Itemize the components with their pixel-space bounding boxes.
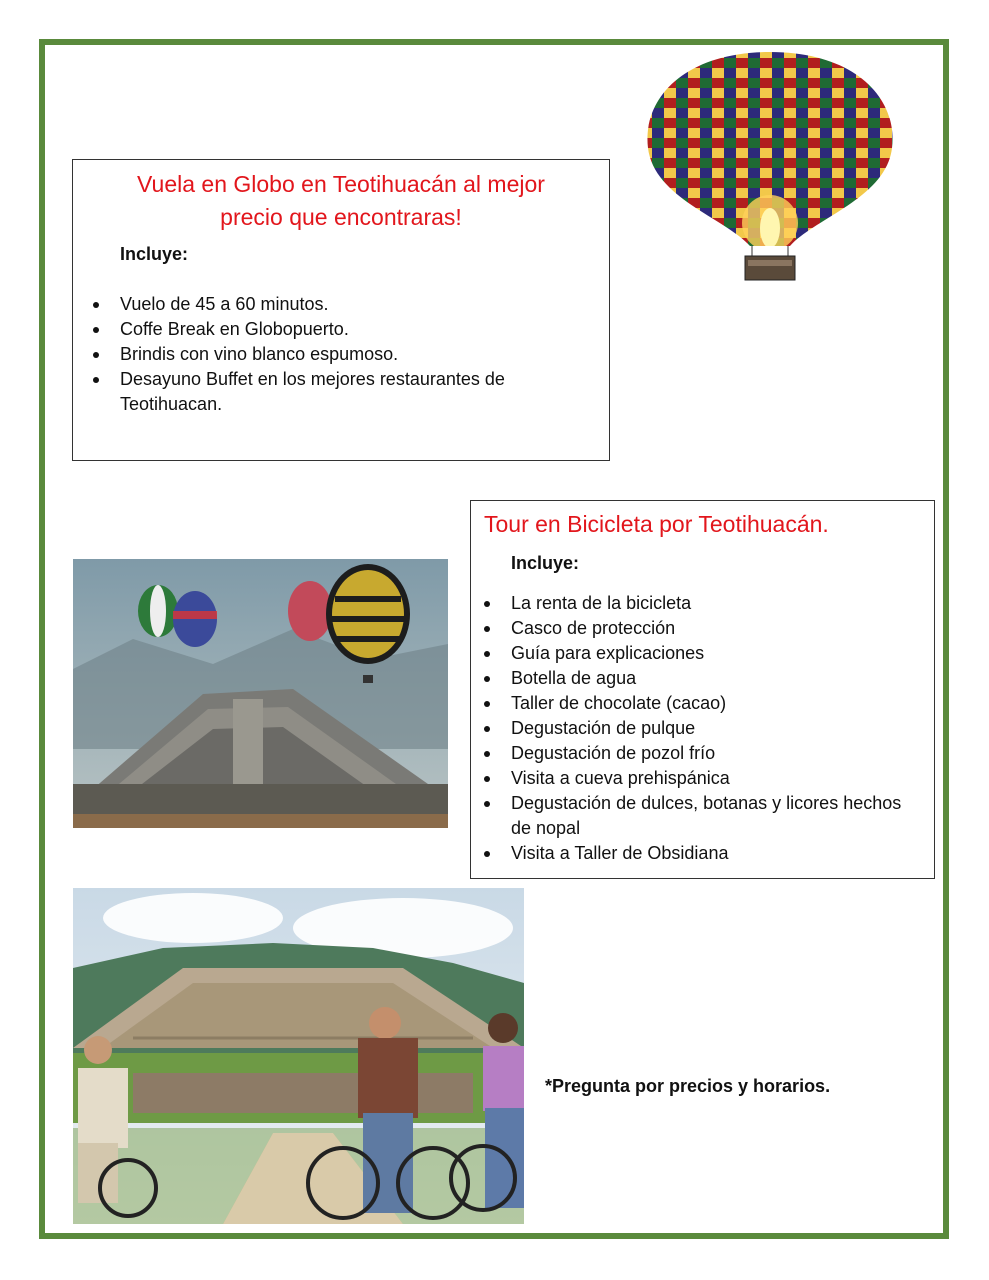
list-item: Taller de chocolate (cacao) (511, 691, 911, 716)
balloon-includes-label: Incluye: (120, 244, 189, 264)
list-item: La renta de la bicicleta (511, 591, 911, 616)
cyclists-pyramid-photo (73, 888, 524, 1224)
balloon-tour-title: Vuela en Globo en Teotihuacán al mejor precio que encontraras! (137, 171, 545, 230)
bike-includes-list (511, 591, 911, 866)
list-item: Vuelo de 45 a 60 minutos. (120, 292, 580, 317)
list-item: Degustación de pozol frío (511, 741, 911, 766)
list-item: Brindis con vino blanco espumoso. (120, 342, 580, 367)
bike-tour-box (470, 500, 935, 879)
list-item: Casco de protección (511, 616, 911, 641)
pricing-note: *Pregunta por precios y horarios. (545, 1076, 831, 1096)
list-item: Desayuno Buffet en los mejores restaurantes de Teotihuacan. (120, 367, 580, 417)
bike-tour-title: Tour en Bicicleta por Teotihuacán. (484, 511, 829, 537)
balloon-includes-list (120, 292, 580, 417)
balloon-tour-box (72, 159, 610, 461)
list-item: Visita a cueva prehispánica (511, 766, 911, 791)
bike-includes-label: Incluye: (511, 553, 580, 573)
hot-air-balloon-image (640, 48, 900, 288)
list-item: Botella de agua (511, 666, 911, 691)
list-item: Visita a Taller de Obsidiana (511, 841, 911, 866)
list-item: Guía para explicaciones (511, 641, 911, 666)
list-item: Degustación de pulque (511, 716, 911, 741)
list-item: Coffe Break en Globopuerto. (120, 317, 580, 342)
pyramid-balloons-photo (73, 559, 448, 828)
list-item: Degustación de dulces, botanas y licores hechos de nopal (511, 791, 911, 841)
